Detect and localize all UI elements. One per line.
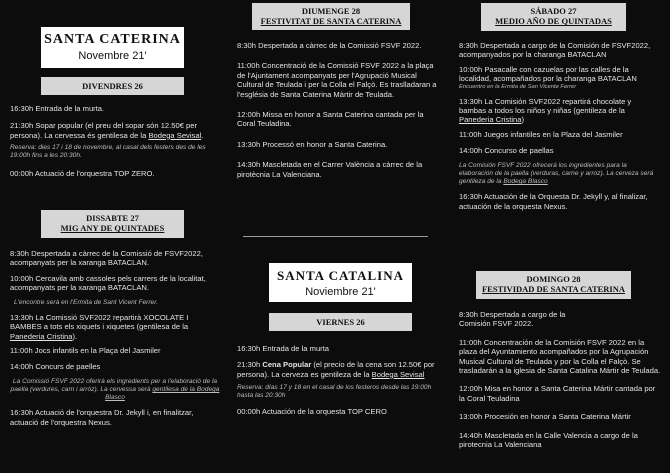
event-entry: 12:00h Misa en honor a Santa Caterina Mártir cantada por la Coral Teuladina xyxy=(459,384,656,403)
event-entry: 10:00h Cercavila amb cassoles pels carrers de la localitat, acompanyats per la xaranga BATACLAN. xyxy=(10,273,206,293)
event-entry: 8:30h Despertada a cargo de la Comisión de FSVF2022, acompanyados por la charanga BATACLAN xyxy=(459,41,651,60)
day-header-divendres xyxy=(41,77,184,95)
meeting-note: L'encontre serà en l'Ermita de Sant Vicent Ferrer. xyxy=(14,298,158,306)
event-entry: 00:00h Actuación de la orquesta TOP CERO xyxy=(237,406,387,416)
day-header-label: DISSABTE 27 xyxy=(86,213,139,223)
festival-name: FESTIVIDAD DE SANTA CATERINA xyxy=(481,284,626,294)
day-header-label: SÁBADO 27 xyxy=(530,6,577,16)
day-header-label: DOMINGO 28 xyxy=(526,274,581,284)
event-entry: 14:40h Mascletada en la Calle Valencia a cargo de la pirotecnia La Valenciana xyxy=(459,430,638,450)
sponsor-link[interactable]: Bodega Blasco xyxy=(503,178,548,186)
day-header-sabado xyxy=(481,3,626,31)
event-entry: 14:00h Concurso de paellas xyxy=(459,146,554,156)
event-entry: 8:30h Despertada a càrrec de la Comissió de FSVF2022, acompanyats per la xaranga BATACLAN. xyxy=(10,249,203,268)
sponsor-link[interactable]: Panederia Cristina xyxy=(10,331,73,341)
event-entry: 12:00h Missa en honor a Santa Caterina cantada per la Coral Teuladina. xyxy=(237,110,424,129)
event-entry xyxy=(459,97,659,125)
title: SANTA CATALINA xyxy=(276,268,405,283)
festival-name: FESTIVITAT DE SANTA CATERINA xyxy=(260,16,402,26)
event-text: . xyxy=(201,130,204,140)
day-header-label: DIUMENGE 28 xyxy=(301,6,361,16)
event-entry: 14:00h Concurs de paelles xyxy=(10,362,101,372)
subtitle: Noviembre 21' xyxy=(305,286,376,298)
schedule-sabado xyxy=(459,41,659,211)
day-header-dissabte xyxy=(41,210,184,238)
festival-name: MEDIO AÑO DE QUINTADAS xyxy=(495,16,612,26)
sponsor-link[interactable]: Bodega Sevisal xyxy=(371,369,425,379)
reservation-note: Reserva: dies 17 i 18 de novembre, al casal dels festers des de les 19:00h fins a les 20:30h. xyxy=(10,144,206,160)
event-entry: 16:30h Actuació de l'orquestra Dr. Jekyll i, en finalitzar, actuació de l'orquestra Nexus. xyxy=(10,408,194,427)
day-header-domingo xyxy=(476,271,631,299)
note-text: La Comissió FSVF 2022 oferirà els ingredients per a l'elaboració de la paella (verdures, carn i arròz). La cervessa serà xyxy=(10,377,218,394)
event-text: ) xyxy=(521,115,525,125)
event-entry xyxy=(10,121,220,140)
day-header-label: DIVENDRES 26 xyxy=(82,81,143,91)
meeting-note: Encuentro en la Ermita de San Vicente Ferrer xyxy=(459,83,577,90)
schedule-diumenge xyxy=(237,41,440,179)
event-highlight: Cena Popular xyxy=(262,360,312,370)
event-text: 13:30h La Comissió SVF2022 repartirà XOCOLATE I BAMBES a tots els xiquets i xiquetes (gentilesa de la xyxy=(10,312,189,332)
event-entry: 16:30h Entrada de la murta xyxy=(237,344,330,353)
schedule-viernes xyxy=(237,344,440,416)
sponsor-link[interactable]: Bodega Sevisal xyxy=(148,130,202,140)
schedule-domingo xyxy=(459,310,662,449)
event-entry xyxy=(237,360,440,379)
schedule-dissabte xyxy=(10,249,220,427)
event-entry: 8:30h Despertada a càrrec de la Comissió FSVF 2022. xyxy=(237,41,422,50)
event-text: 21:30h Sopar popular (el preu del sopar són 12.50€ per persona). La cervessa és gentilesa de la xyxy=(10,121,198,140)
event-entry: 11:00h Juegos infantiles en la Plaza del Jasmiler xyxy=(459,129,623,139)
event-text: 13:30h La Comisión SVF2022 repartirá chocolate y bambas a todos los niños y niñas (gentileza de la xyxy=(459,96,632,116)
event-entry: 11:00h Concentració de la Comissió FSVF 2022 a la plaça de l'Ajuntament acompanyats per l'Agrupació Musical Cultural de Teulada i per la Colla el Falçò. Es traslladaran a l'església de Santa Caterina Màrtir de Teulada. xyxy=(237,61,437,99)
day-header-diumenge xyxy=(252,3,410,30)
event-entry: 13:00h Procesión en honor a Santa Caterina Mártir xyxy=(459,412,631,422)
title-box-valencian xyxy=(41,27,184,68)
note-text: La Comisión FSVF 2022 ofrecerá los ingredientes para la elaboración de la paella (verduras, carne y arroz). La cerveza será gentileza de la xyxy=(459,161,654,186)
subtitle: Novembre 21' xyxy=(78,50,147,62)
event-entry: 16:30h Actuación de la Orquesta Dr. Jekyll y, al finalizar, actuación de la orquesta Nexus. xyxy=(459,192,648,211)
event-entry xyxy=(10,313,220,341)
sponsor-link[interactable]: Panederia Cristina xyxy=(459,115,522,125)
sponsor-link[interactable]: gentilesa de la Bodega Blasco xyxy=(105,386,220,402)
festival-name: MIG ANY DE QUINTADES xyxy=(60,223,165,233)
event-text: ). xyxy=(72,331,78,341)
section-divider xyxy=(243,236,428,237)
title: SANTA CATERINA xyxy=(44,32,181,47)
event-text: 21:30h xyxy=(237,360,263,370)
reservation-note: Reserva: días 17 y 18 en el casal de los festeros desde las 19:00h hasta las 20:30h xyxy=(237,384,432,400)
event-entry: 11:00h Jocs infantils en la Plaça del Jasmiler xyxy=(10,346,161,356)
event-entry: 16:30h Entrada de la murta. xyxy=(10,104,105,113)
event-entry: 14:30h Mascletada en el Carrer València a càrrec de la pirotècnia La Valenciana. xyxy=(237,160,423,179)
day-header-label: VIERNES 26 xyxy=(316,317,365,327)
schedule-divendres xyxy=(10,104,220,178)
day-header-viernes xyxy=(269,313,412,331)
event-entry: 11:00h Concentración de la Comisión FSVF 2022 en la plaza del Ayuntamiento acompañados por la Agrupación Musical Cultural de Teulada y por la Colla el Falçò. Se trasladarán a la iglesia de Santa Catalina Mártir de Teulada. xyxy=(459,337,661,376)
event-entry: 10:00h Pasacalle con cazuelas por las calles de la localidad, acompañados por la charanga BATACLAN xyxy=(459,64,637,84)
event-entry: 8:30h Despertada a cargo de la Comisión FSVF 2022. xyxy=(459,310,566,329)
event-text: (el precio de la cena son 12.50€ por persona). La cerveza es gentileza de la xyxy=(237,360,435,379)
ingredients-note xyxy=(459,162,659,187)
title-box-spanish xyxy=(269,263,412,302)
event-entry: 00:00h Actuació de l'orquestra TOP ZERO. xyxy=(10,168,155,178)
event-entry: 13:30h Processó en honor a Santa Caterina. xyxy=(237,139,388,149)
ingredients-note xyxy=(10,378,220,403)
